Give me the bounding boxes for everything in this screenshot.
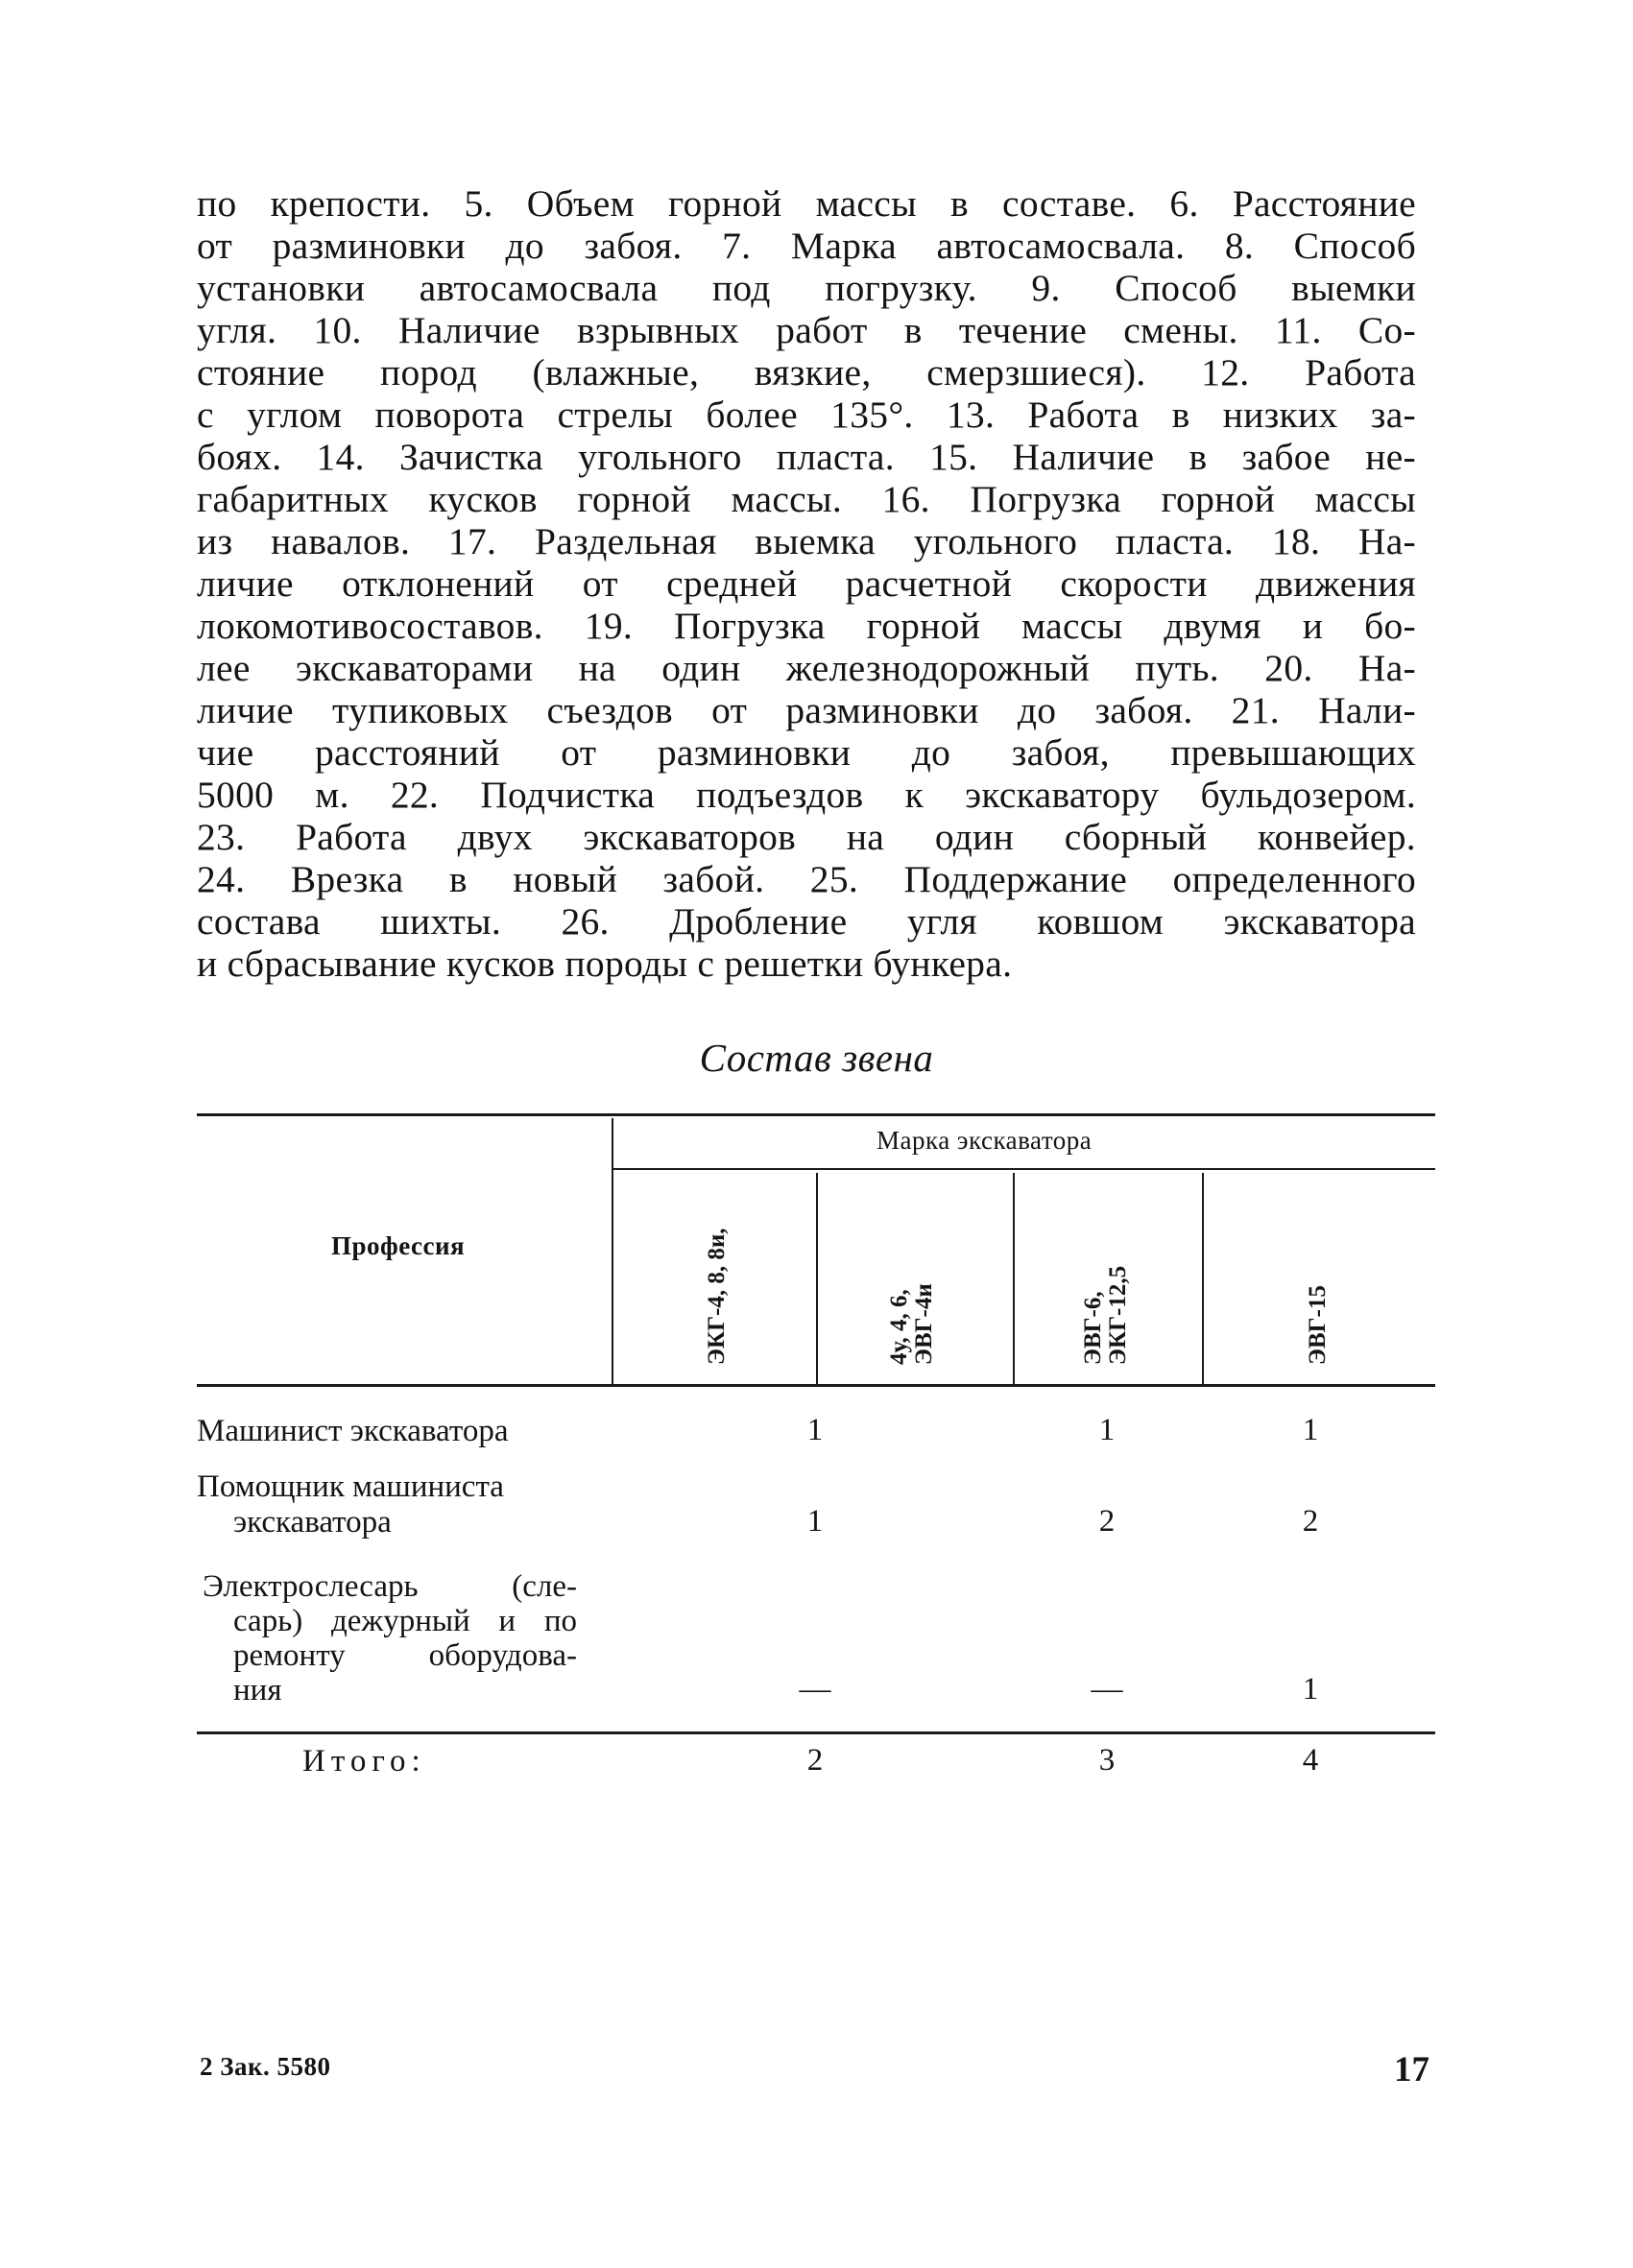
paragraph-line: боях. 14. Зачистка угольного пласта. 15. Наличие в забое не- — [197, 436, 1416, 478]
column-divider — [816, 1173, 818, 1384]
value-cell: 1 — [1302, 1672, 1319, 1707]
column-divider — [1202, 1173, 1204, 1384]
total-cell: 3 — [1098, 1743, 1116, 1778]
paragraph-line: чие расстояний от разминовки до забоя, превышающих — [197, 731, 1416, 774]
total-label: Итого: — [302, 1744, 426, 1779]
column-header: ЭВГ-4и — [911, 1283, 937, 1365]
paragraph-line: 5000 м. 22. Подчистка подъездов к экскаватору бульдозером. — [197, 774, 1416, 816]
table-top-rule — [197, 1113, 1435, 1116]
profession-cell: сарь) дежурный и по — [233, 1604, 577, 1638]
column-header: ЭКГ-12,5 — [1105, 1265, 1131, 1365]
profession-cell: Электрослесарь (сле- — [203, 1569, 577, 1604]
value-cell: 1 — [1302, 1413, 1319, 1447]
crew-table — [197, 1113, 1435, 1779]
brand-header: Марка экскаватора — [877, 1126, 1093, 1155]
value-cell: 1 — [1098, 1413, 1116, 1447]
column-header: 4у, 4, 6, — [886, 1289, 912, 1365]
paragraph-line: лее экскаваторами на один железнодорожный путь. 20. На- — [197, 647, 1416, 689]
total-rule — [197, 1731, 1435, 1734]
header-bottom-rule — [197, 1384, 1435, 1387]
column-header: ЭКГ-4, 8, 8и, — [704, 1228, 730, 1365]
paragraph-line: по крепости. 5. Объем горной массы в составе. 6. Расстояние — [197, 182, 1416, 225]
paragraph-line: угля. 10. Наличие взрывных работ в течение смены. 11. Со- — [197, 309, 1416, 351]
profession-cell: экскаватора — [233, 1505, 392, 1540]
paragraph-line: от разминовки до забоя. 7. Марка автосамосвала. 8. Способ — [197, 225, 1416, 267]
total-cell: 4 — [1302, 1743, 1319, 1778]
value-cell: 1 — [806, 1504, 824, 1539]
profession-header: Профессия — [331, 1231, 466, 1260]
order-number: 2 Зак. 5580 — [200, 2052, 331, 2081]
paragraph-line: с углом поворота стрелы более 135°. 13. Работа в низких за- — [197, 394, 1416, 436]
paragraph-line: установки автосамосвала под погрузку. 9. Способ выемки — [197, 267, 1416, 309]
profession-divider — [612, 1118, 613, 1384]
paragraph-line: личие тупиковых съездов от разминовки до забоя. 21. Нали- — [197, 689, 1416, 731]
page-number: 17 — [1394, 2050, 1429, 2089]
paragraph — [197, 182, 1416, 985]
paragraph-line: состава шихты. 26. Дробление угля ковшом экскаватора — [197, 900, 1416, 943]
paragraph-line: личие отклонений от средней расчетной скорости движения — [197, 562, 1416, 605]
paragraph-line: локомотивосоставов. 19. Погрузка горной массы двумя и бо- — [197, 605, 1416, 647]
profession-cell: ремонту оборудова- — [233, 1638, 577, 1673]
value-cell: — — [1091, 1672, 1123, 1707]
paragraph-line: 24. Врезка в новый забой. 25. Поддержание определенного — [197, 858, 1416, 900]
table-title: Состав звена — [699, 1036, 934, 1080]
profession-cell: Машинист экскаватора — [197, 1414, 509, 1448]
value-cell: — — [799, 1672, 831, 1707]
brand-underline-rule — [612, 1168, 1435, 1170]
value-cell: 1 — [806, 1413, 824, 1447]
paragraph-line: габаритных кусков горной массы. 16. Погрузка горной массы — [197, 478, 1416, 520]
column-header: ЭВГ-15 — [1305, 1285, 1331, 1365]
paragraph-line: и сбрасывание кусков породы с решетки бункера. — [197, 943, 1013, 985]
value-cell: 2 — [1302, 1504, 1319, 1539]
profession-cell: ния — [233, 1673, 282, 1707]
paragraph-line: 23. Работа двух экскаваторов на один сборный конвейер. — [197, 816, 1416, 858]
total-cell: 2 — [806, 1743, 824, 1778]
column-divider — [1013, 1173, 1015, 1384]
profession-cell: Помощник машиниста — [197, 1469, 504, 1504]
value-cell: 2 — [1098, 1504, 1116, 1539]
column-header: ЭВГ-6, — [1080, 1291, 1106, 1365]
paragraph-line: из навалов. 17. Раздельная выемка угольного пласта. 18. На- — [197, 520, 1416, 562]
paragraph-line: стояние пород (влажные, вязкие, смерзшиеся). 12. Работа — [197, 351, 1416, 394]
